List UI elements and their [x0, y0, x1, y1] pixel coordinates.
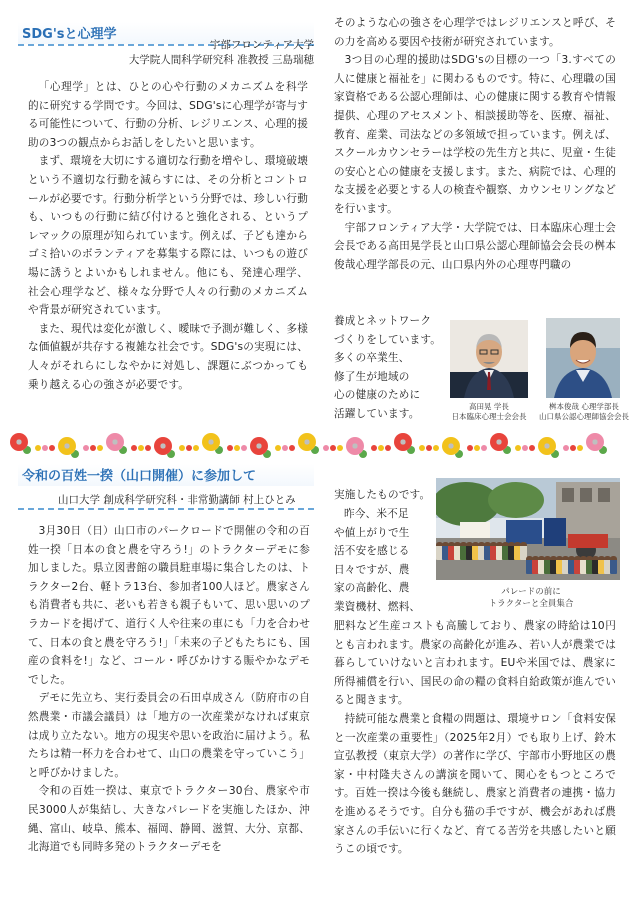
dot-icon [186, 445, 192, 451]
dot-icon [385, 445, 391, 451]
rose-icon [346, 437, 364, 455]
rose-icon [154, 437, 172, 455]
rose-icon [106, 433, 124, 451]
wrap-line: づくりをしています。 [334, 333, 442, 346]
dot-icon [426, 445, 432, 451]
article2-paragraph: 3月30日（日）山口市のパークロードで開催の令和の百姓一揆「日本の食と農を守ろう!」のトラクターデモに参加しました。県立図書館の職員駐車場に集合したのは、トラクター2台、軽トラ13台、参加者100人ほど。農家さんも消費者も共に、老いも若きも親子もいて、思い思いのプラカードを掲げて、道行く人や往来の車にも「力を合わせて、日本の食と農を守ろう!」「未来の子どもたちにも、国産の食料を!」など、コール・呼びかけする賑やかなデモでした。 [28, 525, 310, 686]
rose-icon [490, 433, 508, 451]
photo-president-caption [440, 402, 538, 422]
article2-wrap-text [334, 505, 434, 617]
wrap-line: 心の健康のために [334, 389, 421, 402]
wrap-line: 養成とネットワーク [334, 315, 432, 327]
dot-icon [419, 445, 425, 451]
dot-icon [570, 445, 576, 451]
caption-line: 桝本俊哉 心理学部長 [549, 402, 619, 411]
article1-title: SDG'sと心理学 [22, 27, 117, 42]
dot-icon [193, 445, 199, 451]
article1-paragraph: 3つ目の心理的援助はSDG'sの目標の一つ「3.すべての人に健康と福祉を」に関わるものです。特に、心理職の国家資格である公認心理師は、心の健康に関する教育や情報提供、心理のアセスメント、相談援助等を、医療、福祉、教育、産業、司法などの多領域で担っています。例えば、スクールカウンセラーは学校の先生方と共に、児童・生徒の安心と心の健康を支援します。また、病院では、心理的な支援を必要とする人の検査や観察、カウンセリングなどを行います。 [334, 54, 616, 215]
article1-left-column [28, 78, 308, 394]
article2-left-column [28, 522, 310, 857]
article1-right-column [334, 14, 616, 274]
caption-line: トラクターと全員集合 [488, 599, 574, 609]
photo-president [450, 320, 528, 398]
dot-icon [371, 445, 377, 451]
rose-icon [394, 433, 412, 451]
dot-icon [289, 445, 295, 451]
rose-icon [250, 437, 268, 455]
person-figure [610, 556, 617, 574]
article2-right-top-text: 実施したものです。 [334, 489, 431, 501]
photo-dean [546, 318, 620, 398]
article2-paragraph: 肥料など生産コストも高騰しており、農家の時給は10円とも言われます。農家の高齢化が進み、若い人が農業では暮らしていけないと言われます。EUや米国では、農家に所得補償を行い、国民の命の糧の食料自給政策が進んでいると聞きます。 [334, 620, 616, 707]
dot-icon [227, 445, 233, 451]
photo-dean-caption [536, 402, 632, 422]
dot-icon [563, 445, 569, 451]
dot-icon [282, 445, 288, 451]
caption-line: 高田晃 学長 [469, 402, 509, 411]
rose-icon [442, 437, 460, 455]
article2-right-column [334, 617, 616, 859]
rose-icon [298, 433, 316, 451]
dot-icon [522, 445, 528, 451]
article1-affiliation: 宇部フロンティア大学 [209, 39, 314, 51]
wrap-line: 業資機材、燃料、 [334, 600, 421, 613]
article1-wrap-text [334, 312, 444, 424]
article1-paragraph: 「心理学」とは、ひとの心や行動のメカニズムを科学的に研究する学問です。今回は、SDG'sに心理学が寄与する可能性について、行動の分析、レジリエンス、心理的援助の3つの観点からお話しをしたいと思います。 [28, 81, 308, 149]
article1-paragraph: また、現代は変化が激しく、曖昧で予測が難しく、多様な価値観が共存する複雑な社会です。SDG'sの実現には、人々がそれらにしなやかに対処し、課題にぶつかっても乗り越える心の強さが必要です。 [28, 322, 309, 391]
article1-paragraph: まず、環境を大切にする適切な行動を増やし、環境破壊という不適切な行動を減らすには、その分析とコントロールが必要です。行動分析学という分野では、珍しい行動も、いつもの行動に結び付けると強化される、というプレマックの原理が知られています。例えば、子ども達からゴミ拾いのボランティアを募集する際には、いつもの遊び場に誘うとよいかもしれません。他にも、発達心理学、社会心理学など、様々な分野で人々の行動のメカニズムや背景が研究されています。 [28, 155, 308, 317]
wrap-line: 活躍しています。 [334, 407, 420, 420]
article1-author-block [60, 38, 314, 68]
wrap-line: や値上がりで生 [334, 526, 410, 539]
dot-icon [433, 445, 439, 451]
caption-line: パレードの前に [501, 587, 561, 597]
article2-paragraph: 令和の百姓一揆は、東京でトラクター30台、農家や市民3000人が集結し、大きなパレードを実施したほか、沖縄、富山、岐阜、熊本、福岡、静岡、滋賀、大分、京都、北海道でも同時多発のトラクターデモを [28, 785, 310, 854]
wrap-line: 修了生が地域の [334, 370, 410, 383]
wrap-line: 日々ですが、農 [334, 563, 410, 576]
dot-icon [330, 445, 336, 451]
photo-parade-caption [466, 586, 596, 610]
dot-icon [529, 445, 535, 451]
dot-icon [275, 445, 281, 451]
article2-title-bar [18, 464, 314, 486]
dot-icon [35, 445, 41, 451]
dot-icon [467, 445, 473, 451]
dot-icon [323, 445, 329, 451]
dot-icon [337, 445, 343, 451]
dot-icon [378, 445, 384, 451]
dot-icon [515, 445, 521, 451]
rose-icon [202, 433, 220, 451]
article1-paragraph: そのような心の強さを心理学ではレジリエンスと呼び、その力を高める要因や技術が研究されています。 [334, 17, 616, 48]
dot-icon [241, 445, 247, 451]
article2-title: 令和の百姓一揆（山口開催）に参加して [22, 469, 257, 484]
caption-line: 山口県公認心理師協会会長 [539, 412, 629, 421]
article2-paragraph: デモに先立ち、実行委員会の石田卓成さん（防府市の自然農業・市議会議員）は「地方の一次産業がなければ東京は成り立たない。地方の現実や思いを政治に届けよう。私たちは精一杯力を合わせて、山口の農業を守っていこう」と呼びかけました。 [28, 692, 310, 779]
rose-icon [586, 433, 604, 451]
article1-paragraph: 宇部フロンティア大学・大学院では、日本臨床心理士会会長である高田晃学長と山口県公認心理師協会会長の桝本俊哉心理学部長の元、山口県内外の心理専門職の [334, 221, 616, 271]
article1-author: 大学院人間科学研究科 准教授 三島瑞穂 [128, 54, 314, 66]
rose-icon [10, 433, 28, 451]
article2-paragraph: 持続可能な農業と食糧の問題は、環境サロン「食料安保と一次産業の重要性」（2025年2月）でも取り上げ、鈴木宣弘教授（東京大学）の著作に学び、宇部市小野地区の農家・中村隆夫さんの講演を聞いて、関心をもつところです。百姓一揆は今後も継続し、農家と消費者の連携・協力を進めるそうです。自分も猫の手ですが、機会があれば農家さんの手伝いに行くなど、育てる苦労を共感したいと願うこの頃です。 [334, 712, 616, 856]
dot-icon [234, 445, 240, 451]
dot-icon [97, 445, 103, 451]
article2-right-top [334, 486, 434, 505]
dot-icon [145, 445, 151, 451]
wrap-line: 家の高齢化、農 [334, 582, 410, 595]
wrap-line: 昨今、米不足 [344, 508, 409, 520]
dot-icon [474, 445, 480, 451]
dot-icon [42, 445, 48, 451]
dot-icon [131, 445, 137, 451]
dot-icon [49, 445, 55, 451]
rose-icon [58, 437, 76, 455]
photo-parade [436, 478, 620, 580]
article2-author [18, 493, 314, 510]
dot-icon [577, 445, 583, 451]
dot-icon [179, 445, 185, 451]
rose-icon [538, 437, 556, 455]
flower-divider [10, 433, 626, 463]
parade-crowd [436, 534, 620, 580]
dot-icon [83, 445, 89, 451]
dot-icon [138, 445, 144, 451]
article2-author-text: 山口大学 創成科学研究科・非常勤講師 村上ひとみ [58, 494, 296, 506]
caption-line: 日本臨床心理士会会長 [451, 412, 527, 421]
wrap-line: 活不安を感じる [334, 545, 410, 558]
dot-icon [90, 445, 96, 451]
dot-icon [481, 445, 487, 451]
wrap-line: 多くの卒業生、 [334, 352, 410, 365]
